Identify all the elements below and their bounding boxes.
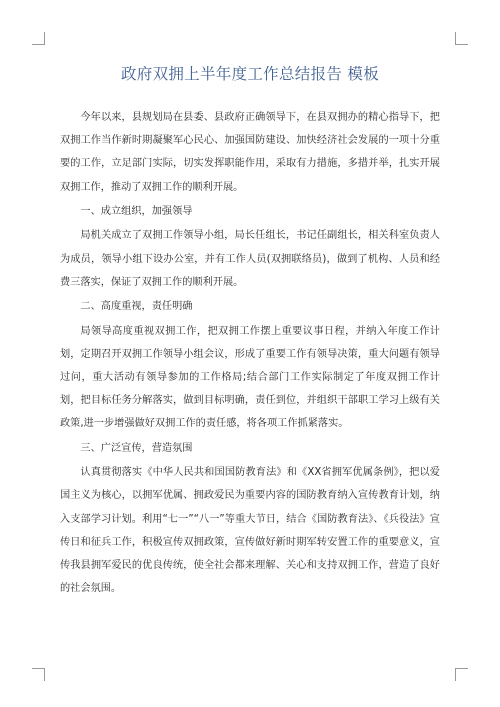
section-1-paragraph: 局机关成立了双拥工作领导小组，局长任组长，书记任副组长，相关科室负责人为成员，领导小组下设办公室，并有工作人员(双拥联络员)，做到了机构、人员和经费三落实，保证了双拥工作的顺利开展。	[60, 230, 440, 288]
section-heading-2: 二、高度重视，责任明确	[80, 301, 193, 313]
document-title: 政府双拥上半年度工作总结报告 模板	[120, 65, 380, 83]
intro-paragraph: 今年以来，县规划局在县委、县政府正确领导下，在县双拥办的精心指导下，把双拥工作当作新时期凝聚军心民心、加强国防建设、加快经济社会发展的一项十分重要的工作，立足部门实际，切实发挥职能作用，采取有力措施，多措并举，扎实开展双拥工作，推动了双拥工作的顺利开展。	[60, 112, 440, 193]
document-body	[60, 106, 440, 602]
section-2-paragraph: 局领导高度重视双拥工作，把双拥工作摆上重要议事日程，并纳入年度工作计划，定期召开双拥工作领导小组会议，形成了重要工作有领导决策，重大问题有领导过问，重大活动有领导参加的工作格局;结合部门工作实际制定了年度双拥工作计划，把目标任务分解落实，做到目标明确，责任到位，并组织干部职工学习上级有关政策,进一步增强做好双拥工作的责任感，将各项工作抓紧落实。	[60, 325, 440, 430]
section-3-paragraph: 认真贯彻落实《中华人民共和国国防教育法》和《XX省拥军优属条例》，把以爱国主义为核心，以拥军优属、拥政爱民为重要内容的国防教育纳入宣传教育计划，纳入支部学习计划。利用“七一”“八一”等重大节日，结合《国防教育法》、《兵役法》宣传日和征兵工作，积极宣传双拥政策，宣传做好新时期军转安置工作的重要意义，宣传我县拥军爱民的优良传统，使全社会都来理解、关心和支持双拥工作，营造了良好的社会氛围。	[60, 467, 440, 595]
crop-mark-bottom-left	[32, 668, 45, 681]
crop-mark-bottom-right	[455, 668, 468, 681]
section-heading-1: 一、成立组织，加强领导	[80, 206, 193, 217]
crop-mark-top-left	[32, 32, 45, 45]
crop-mark-top-right	[455, 32, 468, 45]
section-heading-3: 三、广泛宣传，营造氛围	[80, 442, 193, 454]
